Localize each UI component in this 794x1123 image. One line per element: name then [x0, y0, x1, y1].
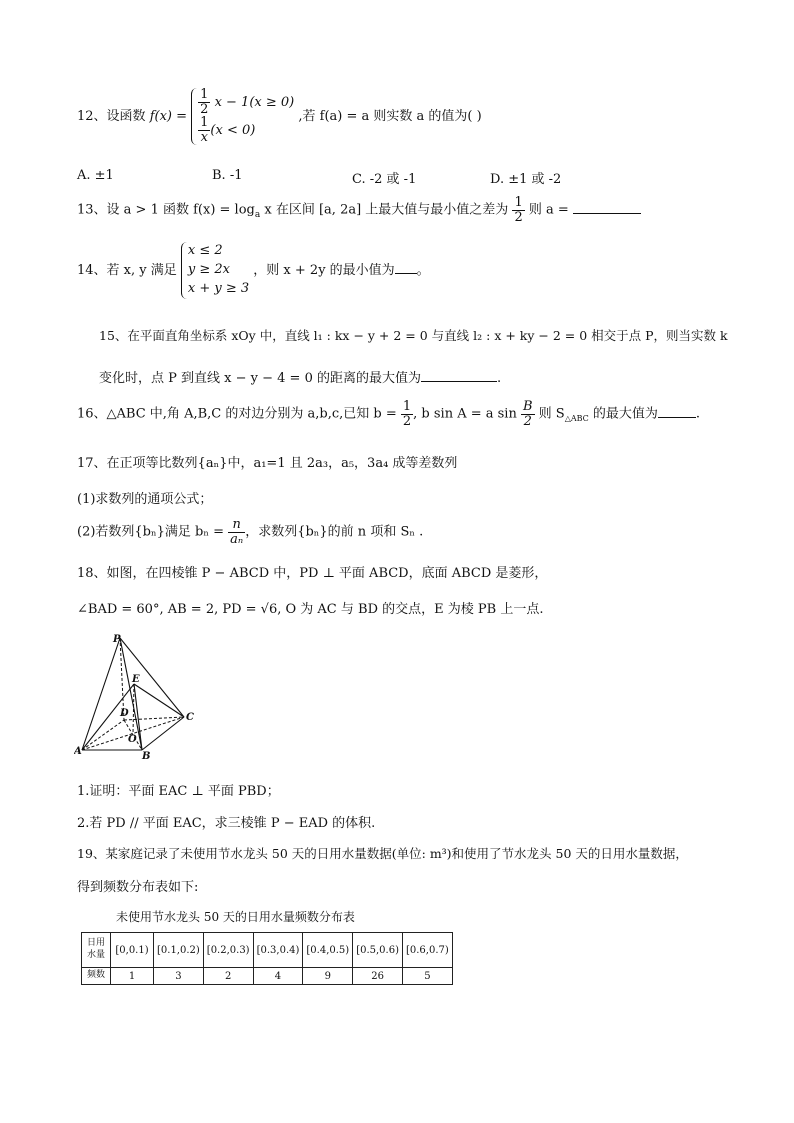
q18-sub1: 1.证明：平面 EAC ⊥ 平面 PBD；: [77, 784, 280, 799]
q14-answer-blank: [395, 273, 417, 274]
q12-piecewise: [191, 88, 294, 145]
q18-line1: 18、如图，在四棱锥 P − ABCD 中，PD ⊥ 平面 ABCD，底面 ABCD 是菱形，: [77, 566, 548, 581]
q14-constraints: x ≤ 2 y ≥ 2x x + y ≥ 3: [181, 242, 249, 299]
q17-line1: 17、在正项等比数列{aₙ}中，a₁=1 且 2a₃，a₅，3a₄ 成等差数列: [77, 456, 458, 471]
q13: 13、设 a > 1 函数 $f(x) = \log_a x$ 在区间 [a, 2a] 上最大值与最小值之差为 $\frac{1}{2}$ 则 a =: [77, 196, 641, 224]
q12-suffix: ,若 f(a) = a 则实数 a 的值为( ): [298, 108, 482, 124]
q15-line2: 变化时，点 P 到直线 x − y − 4 = 0 的距离的最大值为 .: [99, 371, 502, 386]
pyramid-figure: [74, 630, 204, 760]
row-header-frequency: 频数: [82, 968, 111, 985]
q12-case2-frac: $\frac{1}{x}$: [200, 115, 209, 145]
q12-function-name: f(x) =: [149, 108, 187, 124]
q16: 16、△ABC 中,角 A,B,C 的对边分别为 a,b,c,已知 b = $\frac{1}{2}$ , b sin A = a sin $\frac{B}{2}$ 则 $S_{\triangle ABC}$ 的最大值为 .: [77, 399, 701, 429]
frequency-table: [81, 932, 453, 985]
q16-answer-blank: [658, 417, 696, 418]
q14: 14、若 x, y 满足 x ≤ 2 y ≥ 2x x + y ≥ 3 ，则 x + 2y 的最小值为 。: [77, 242, 430, 299]
label-c: C: [186, 712, 194, 723]
q12-option-d: D. ±1 或 -2: [490, 172, 562, 187]
q15-line1: 15、在平面直角坐标系 xOy 中，直线 l₁ : kx − y + 2 = 0 与直线 l₂ : x + ky − 2 = 0 相交于点 P，则当实数 k: [99, 328, 728, 343]
row-header-usage: 日用水量: [82, 933, 111, 968]
q17-sub1: (1)求数列的通项公式；: [77, 492, 213, 507]
q19-line2: 得到频数分布表如下:: [77, 880, 199, 895]
q12-case1: $\frac{1}{2}$ x − 1(x ≥ 0): [200, 87, 295, 117]
table-title: 未使用节水龙头 50 天的日用水量频数分布表: [116, 910, 355, 924]
q12: [77, 88, 482, 145]
q12-option-b: B. -1: [212, 168, 243, 183]
q18-sub2: 2.若 PD // 平面 EAC，求三棱锥 P − EAD 的体积.: [77, 816, 376, 831]
label-d: D: [120, 708, 129, 719]
label-o: O: [128, 734, 137, 745]
q13-frac: $\frac{1}{2}$: [514, 195, 523, 225]
q19-line1: 19、某家庭记录了未使用节水龙头 50 天的日用水量数据(单位: m³)和使用了节水龙头 50 天的日用水量数据，: [77, 846, 688, 861]
q12-case2: $\frac{1}{x}$ (x < 0): [200, 115, 256, 145]
q12-prefix: 12、设函数: [77, 108, 150, 124]
label-p: P: [113, 634, 121, 645]
q12-option-a: A. ±1: [77, 168, 114, 183]
label-a: A: [74, 746, 82, 757]
table-row: 日用水量 [0,0.1) [0.1,0.2) [0.2,0.3) [0.3,0.4) [0.4,0.5) [0.5,0.6) [0.6,0.7): [82, 933, 453, 968]
label-b: B: [142, 751, 151, 760]
q13-answer-blank: [573, 213, 641, 214]
q12-option-c: C. -2 或 -1: [352, 172, 417, 187]
table-row: 频数 1 3 2 4 9 26 5: [82, 968, 453, 985]
label-e: E: [132, 674, 140, 685]
q15-answer-blank: [421, 381, 497, 382]
q12-case1-frac: $\frac{1}{2}$: [200, 87, 209, 117]
q18-line2: ∠BAD = 60°, AB = 2, PD = √6, O 为 AC 与 BD 的交点，E 为棱 PB 上一点.: [77, 602, 544, 617]
q17-sub2: (2)若数列{bₙ}满足 bₙ = $\frac{n}{\text{aₙ}}$ ，求数列{bₙ}的前 n 项和 Sₙ .: [77, 517, 424, 547]
